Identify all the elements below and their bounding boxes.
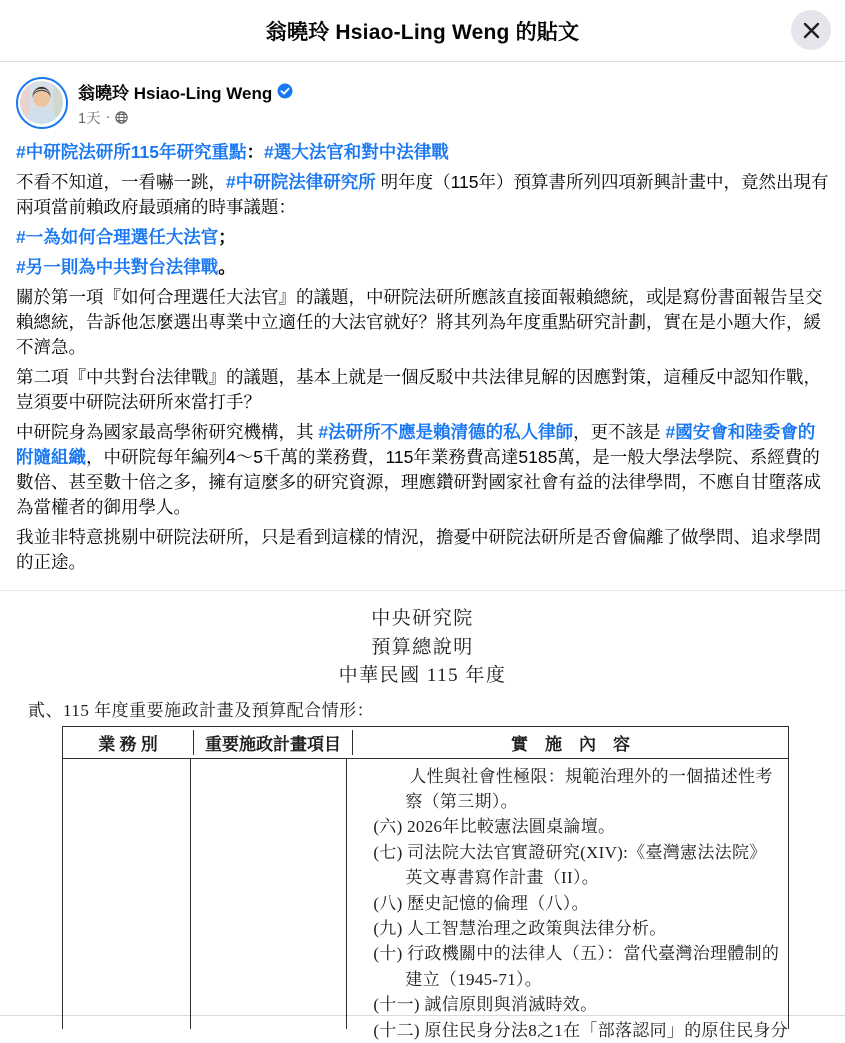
- post-text-segment: 是寫份書面報告呈交賴總統，告訴他怎麼選出專業中立適任的大法官就好？將其列為年度重點研究計劃，實在是小題大作，緩不濟急。: [16, 287, 823, 357]
- post-text-segment: 第二項『中共對台法律戰』的議題，基本上就是一個反駁中共法律見解的因應對策，這種反中認知作戰，豈須要中研院法研所來當打手？: [16, 367, 821, 412]
- globe-privacy-icon: [115, 111, 128, 124]
- column-header: 實 施 內 容: [511, 734, 630, 754]
- doc-line: (九) 人工智慧治理之政策與法律分析。: [373, 918, 667, 938]
- post-timestamp[interactable]: 1天: [78, 110, 101, 127]
- doc-line: 建立（1945-71）。: [405, 969, 543, 989]
- hashtag-link[interactable]: #一為如何合理選任大法官: [16, 227, 219, 247]
- document-table: [62, 726, 789, 1040]
- post-paragraph: [16, 140, 829, 165]
- table-cell-empty: [191, 759, 347, 1029]
- doc-line: (十一) 誠信原則與消滅時效。: [373, 995, 598, 1015]
- post-text-segment: 明年度（115年）預算書所列四項新興計畫中，竟然出現有兩項當前賴政府最頭痛的時事議題：: [16, 172, 829, 217]
- hashtag-link[interactable]: #另一則為中共對台法律戰: [16, 257, 219, 277]
- hashtag-link[interactable]: #法研所不應是賴清德的私人律師: [318, 422, 574, 442]
- doc-line: (六) 2026年比較憲法圓桌論壇。: [373, 817, 616, 837]
- post-paragraph: [16, 525, 829, 575]
- post-paragraph: [16, 420, 829, 520]
- author-name[interactable]: 翁曉玲 Hsiao-Ling Weng: [78, 83, 273, 103]
- post-text-segment: ；: [218, 227, 236, 247]
- document-title-line: 預算總說明: [371, 636, 474, 658]
- doc-content-lines: [347, 759, 788, 1043]
- doc-line-clipped: (十二) 原住民身分法8之1在「部落認同」的原住民身分: [373, 1020, 788, 1040]
- post-paragraph: [16, 365, 829, 415]
- doc-line: (七) 司法院大法官實證研究(XIV):《臺灣憲法法院》: [373, 842, 767, 862]
- document-title-block: [0, 591, 845, 691]
- doc-line: 英文專書寫作計畫（II）。: [405, 868, 600, 888]
- hashtag-link[interactable]: #選大法官和對中法律戰: [263, 142, 449, 162]
- avatar[interactable]: [16, 77, 68, 129]
- post-text-segment: ，中研院每年編列4～5千萬的業務費，115年業務費高達5185萬，是一般大學法學院、系經費的數倍、甚至數十倍之多，擁有這麼多的研究資源，理應鑽研對國家社會有益的法律學問，不應自甘墮落成為當權者的御用學人。: [16, 447, 821, 517]
- post-text-segment: ：: [246, 142, 264, 162]
- document-table-body: [63, 759, 788, 1040]
- post-text-segment: 。: [218, 257, 236, 277]
- hashtag-link[interactable]: #國安會和陸委會的附隨組織: [16, 422, 816, 467]
- page-title: 翁曉玲 Hsiao-Ling Weng 的貼文: [265, 20, 580, 44]
- post-text-segment: ，更不該是: [573, 422, 666, 442]
- meta-separator: ·: [105, 109, 111, 125]
- avatar-photo: [20, 81, 63, 124]
- attached-document-image[interactable]: [0, 590, 845, 1040]
- dialog-header: [0, 0, 845, 62]
- post-text: [0, 133, 845, 590]
- doc-line: (八) 歷史記憶的倫理（八）。: [373, 893, 589, 913]
- post-paragraph: [16, 285, 829, 360]
- document-section-heading: 貳、115 年度重要施政計畫及預算配合情形：: [28, 700, 375, 720]
- column-header: 重要施政計畫項目: [194, 730, 353, 755]
- hashtag-link[interactable]: #中研院法研所115年研究重點: [16, 142, 247, 162]
- table-cell-empty: [63, 759, 191, 1029]
- hashtag-link[interactable]: #中研院法律研究所: [226, 172, 376, 192]
- post-paragraph: [16, 255, 829, 280]
- post-text-segment: 我並非特意挑剔中研院法研所，只是看到這樣的情況，擔憂中研院法研所是否會偏離了做學問、追求學問的正途。: [16, 527, 821, 572]
- verified-badge-icon: [277, 83, 293, 99]
- document-title-line: 中華民國 115 年度: [338, 665, 507, 686]
- doc-line: 人性與社會性極限：規範治理外的一個描述性考: [409, 766, 773, 786]
- post-text-segment: 不看不知道，一看嚇一跳，: [16, 172, 226, 192]
- close-button[interactable]: [791, 10, 831, 50]
- post-paragraph: [16, 170, 829, 220]
- post-text-segment: 中研院身為國家最高學術研究機構，其: [16, 422, 319, 442]
- post-text-segment: 關於第一項『如何合理選任大法官』的議題，中研院法研所應該直接面報賴總統，或: [16, 287, 664, 307]
- post-paragraph: [16, 225, 829, 250]
- column-header: 業 務 別: [63, 730, 194, 755]
- document-table-header: [63, 727, 788, 759]
- post-author-row: [0, 62, 845, 133]
- doc-line: 察（第三期）。: [405, 791, 518, 811]
- document-title-line: 中央研究院: [371, 608, 474, 629]
- close-icon: [802, 21, 821, 40]
- doc-line: (十) 行政機關中的法律人（五）：當代臺灣治理體制的: [373, 944, 780, 964]
